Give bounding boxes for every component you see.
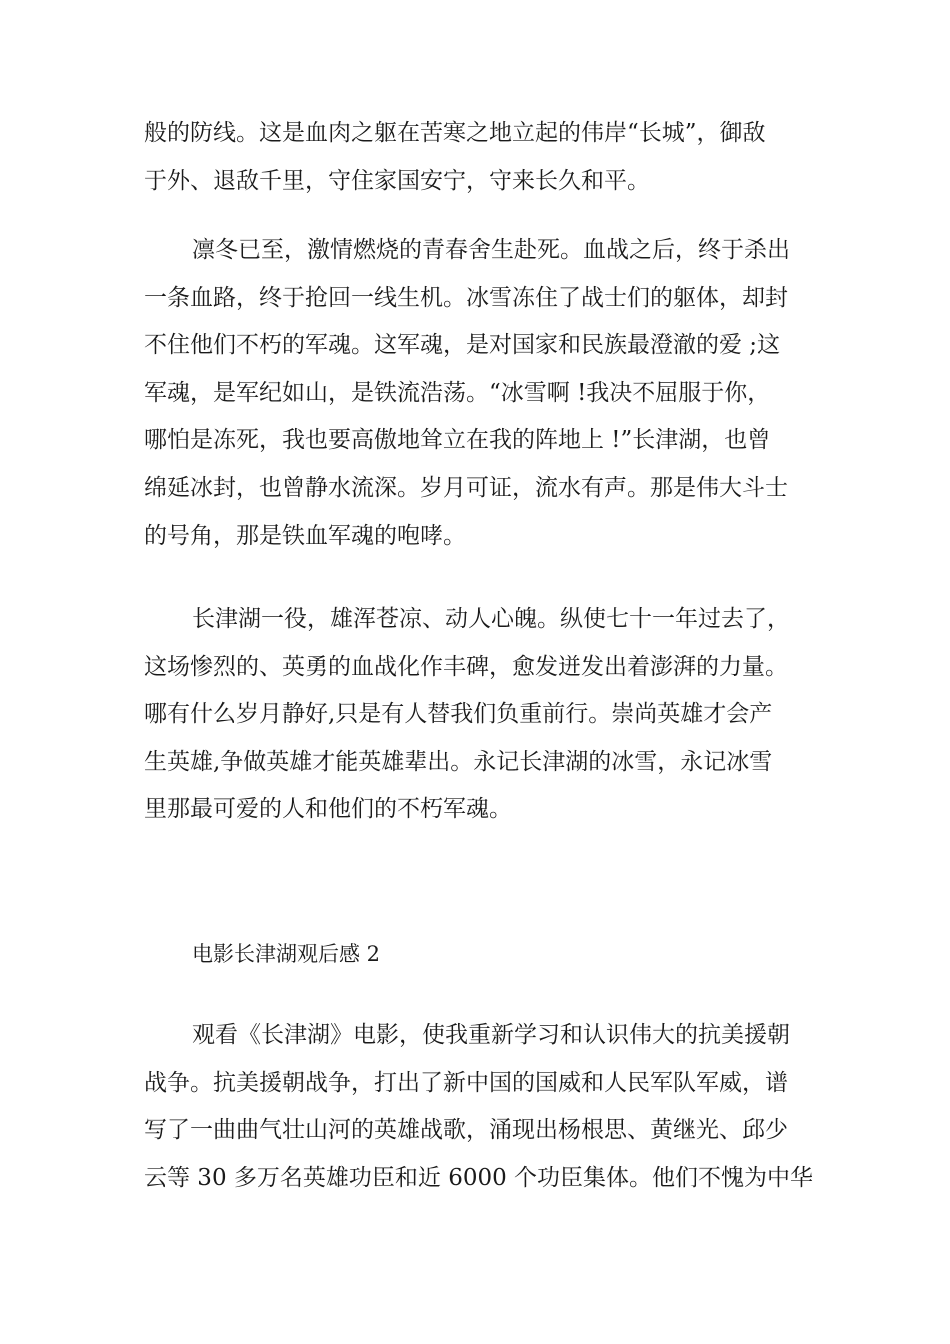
section-heading: 电影长津湖观后感 2 (192, 942, 381, 966)
paragraph-4 (144, 1012, 814, 1202)
text-line: 绵延冰封，也曾静水流深。岁月可证，流水有声。那是伟大斗士 (144, 474, 788, 501)
text-line: 军魂，是军纪如山，是铁流浩荡。“冰雪啊 !我决不屈服于你， (144, 379, 771, 406)
paragraph-1 (144, 110, 814, 205)
text-line: 战争。抗美援朝战争，打出了新中国的国威和人民军队军威，谱 (144, 1069, 788, 1096)
text-line: 般的防线。这是血肉之躯在苦寒之地立起的伟岸“长城”，御敌 (144, 120, 766, 146)
text-line: 哪有什么岁月静好,只是有人替我们负重前行。崇尚英雄才会产 (144, 701, 773, 728)
text-line: 观看《长津湖》电影，使我重新学习和认识伟大的抗美援朝 (192, 1022, 790, 1048)
text-line: 不住他们不朽的军魂。这军魂，是对国家和民族最澄澈的爱 ;这 (144, 332, 781, 359)
text-line: 的号角，那是铁血军魂的咆哮。 (144, 522, 466, 549)
text-line: 写了一曲曲气壮山河的英雄战歌，涌现出杨根思、黄继光、邱少 (144, 1117, 788, 1144)
paragraph-2 (144, 227, 814, 560)
text-line: 生英雄,争做英雄才能英雄辈出。永记长津湖的冰雪，永记冰雪 (144, 748, 773, 775)
text-line: 里那最可爱的人和他们的不朽军魂。 (144, 796, 512, 823)
text-line: 云等 30 多万名英雄功臣和近 6000 个功臣集体。他们不愧为中华 (144, 1164, 814, 1191)
paragraph-3 (144, 596, 814, 834)
text-line: 这场惨烈的、英勇的血战化作丰碑，愈发迸发出着澎湃的力量。 (144, 653, 788, 680)
text-line: 哪怕是冻死，我也要高傲地耸立在我的阵地上 !”长津湖，也曾 (144, 427, 771, 454)
text-line: 长津湖一役，雄浑苍凉、动人心魄。纵使七十一年过去了， (192, 606, 790, 632)
text-line: 凛冬已至，激情燃烧的青春舍生赴死。血战之后，终于杀出 (192, 237, 790, 263)
text-line: 一条血路，终于抢回一线生机。冰雪冻住了战士们的躯体，却封 (144, 284, 788, 311)
text-line: 于外、退敌千里，守住家国安宁，守来长久和平。 (144, 167, 650, 194)
